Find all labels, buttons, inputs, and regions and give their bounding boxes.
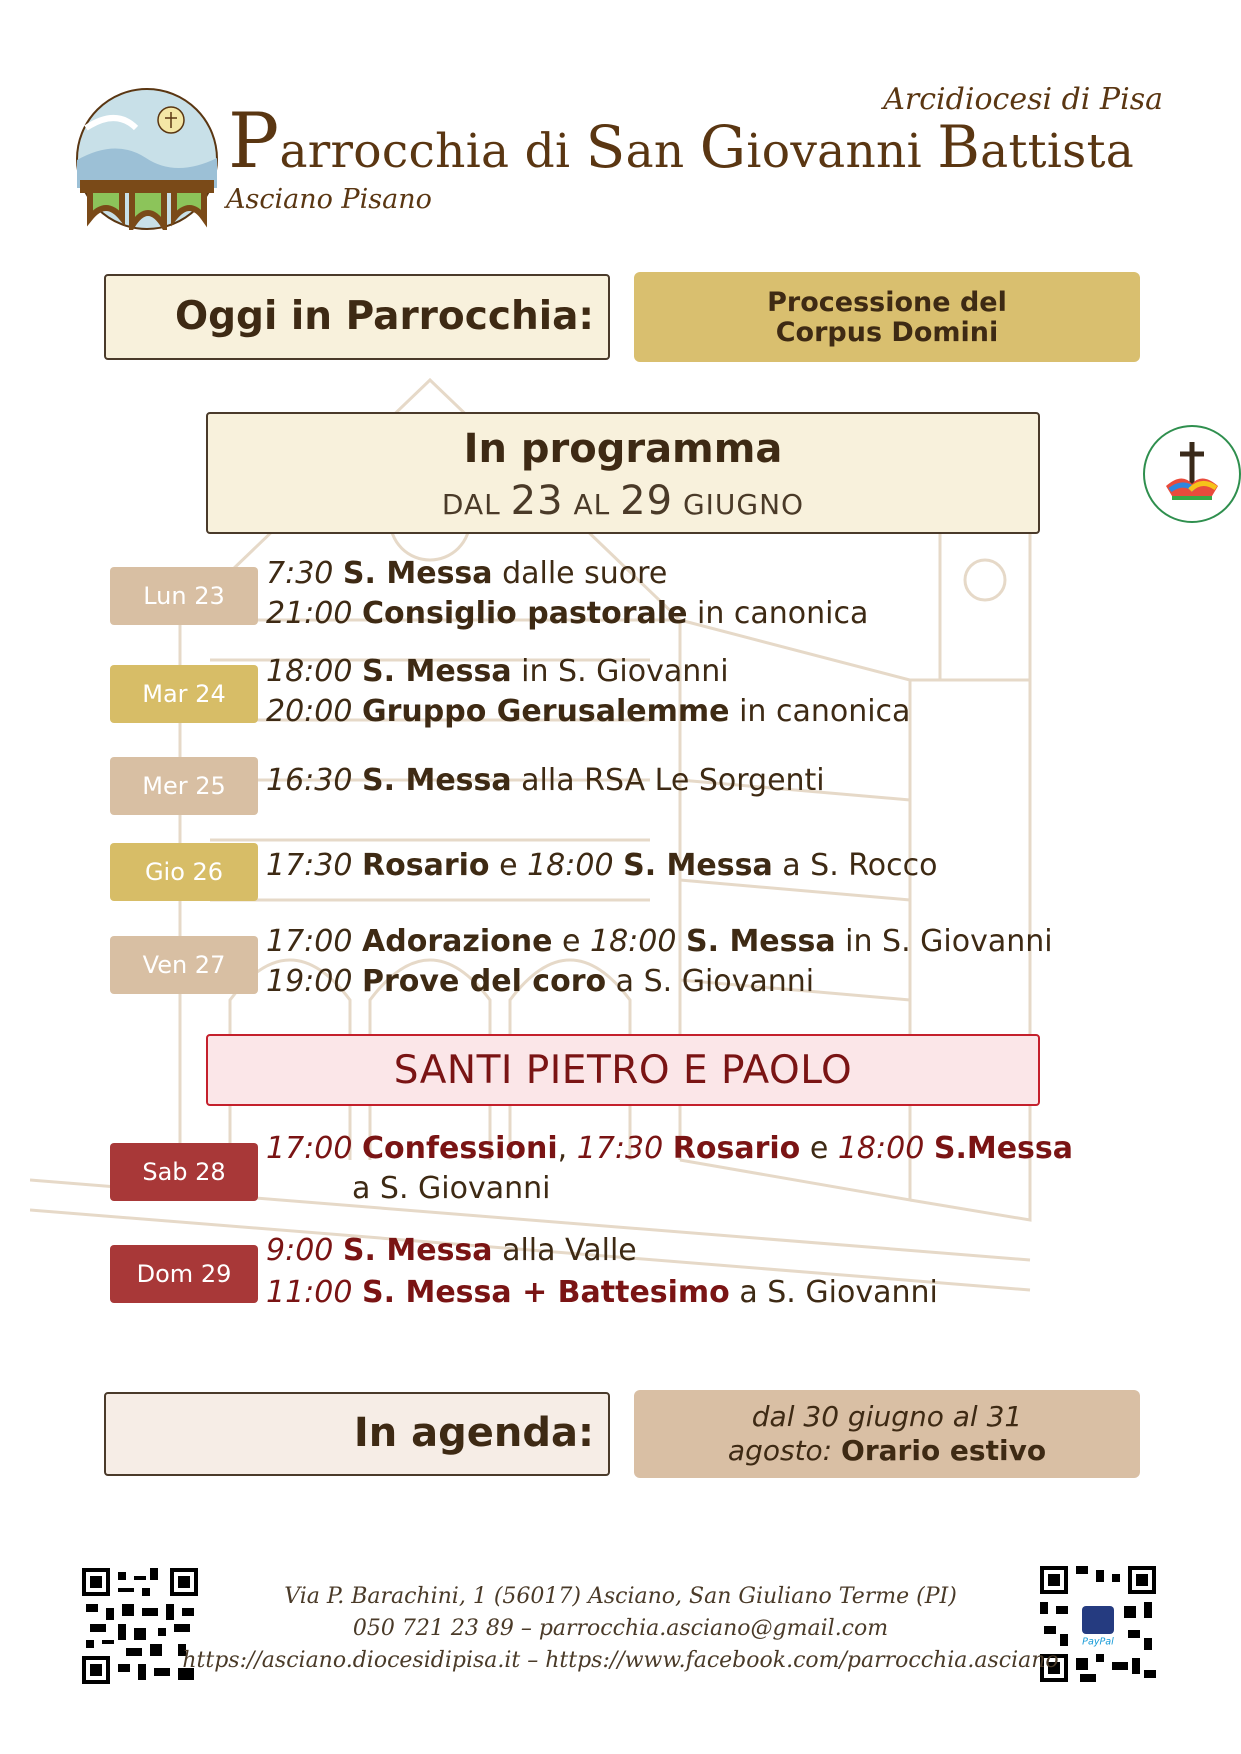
schedule-line: 7:30 S. Messa dalle suore: [266, 556, 668, 591]
day-badge: Lun 23: [110, 567, 258, 625]
location-subtitle: Asciano Pisano: [226, 184, 432, 215]
archdiocese-label: Arcidiocesi di Pisa: [883, 82, 1163, 117]
schedule-line: 20:00 Gruppo Gerusalemme in canonica: [266, 694, 911, 729]
agenda-label-box: [104, 1392, 610, 1476]
jubilee-logo: [1142, 424, 1241, 524]
footer-contact: 050 721 23 89 – parrocchia.asciano@gmail.com: [352, 1616, 889, 1641]
schedule-line: 17:30 Rosario e 18:00 S. Messa a S. Rocco: [266, 848, 938, 883]
day-badge: Mer 25: [110, 757, 258, 815]
program-title: In programma: [463, 426, 783, 472]
day-badge: Ven 27: [110, 936, 258, 994]
schedule-line: 9:00 S. Messa alla Valle: [266, 1233, 637, 1268]
agenda-label: In agenda:: [353, 1410, 594, 1456]
schedule-line: 21:00 Consiglio pastorale in canonica: [266, 596, 869, 631]
agenda-event-box: [634, 1390, 1140, 1478]
schedule-line: 11:00 S. Messa + Battesimo a S. Giovanni: [266, 1275, 938, 1310]
footer-web: https://asciano.diocesidipisa.it – https://www.facebook.com/parrocchia.asciano: [182, 1648, 1059, 1673]
schedule-line: 18:00 S. Messa in S. Giovanni: [266, 654, 729, 689]
day-badge: Mar 24: [110, 665, 258, 723]
footer-address: Via P. Barachini, 1 (56017) Asciano, San Giuliano Terme (PI): [284, 1584, 957, 1609]
parish-title: Parrocchia di San Giovanni Battista: [228, 96, 1135, 185]
schedule-line: 19:00 Prove del coro a S. Giovanni: [266, 964, 815, 999]
schedule-line: a S. Giovanni: [352, 1171, 551, 1206]
day-badge: Dom 29: [110, 1245, 258, 1303]
schedule-line: 17:00 Confessioni, 17:30 Rosario e 18:00 S.Messa: [266, 1131, 1074, 1166]
schedule-line: 16:30 S. Messa alla RSA Le Sorgenti: [266, 763, 825, 798]
parish-logo: [76, 88, 218, 230]
program-header-box: [206, 412, 1040, 534]
today-event-box: [634, 272, 1140, 362]
feast-title: SANTI PIETRO E PAOLO: [393, 1048, 853, 1093]
agenda-event: dal 30 giugno al 31 agosto: Orario estivo: [727, 1400, 1047, 1467]
day-badge: Gio 26: [110, 843, 258, 901]
paypal-label: PayPal: [1082, 1636, 1114, 1648]
today-label-box: [104, 274, 610, 360]
program-date-range: DAL 23 AL 29 GIUGNO: [441, 478, 805, 524]
day-badge: Sab 28: [110, 1143, 258, 1201]
today-event: Processione del Corpus Domini: [767, 287, 1007, 348]
today-label: Oggi in Parrocchia:: [174, 294, 594, 339]
feast-box: [206, 1034, 1040, 1106]
schedule-line: 17:00 Adorazione e 18:00 S. Messa in S. Giovanni: [266, 924, 1053, 959]
